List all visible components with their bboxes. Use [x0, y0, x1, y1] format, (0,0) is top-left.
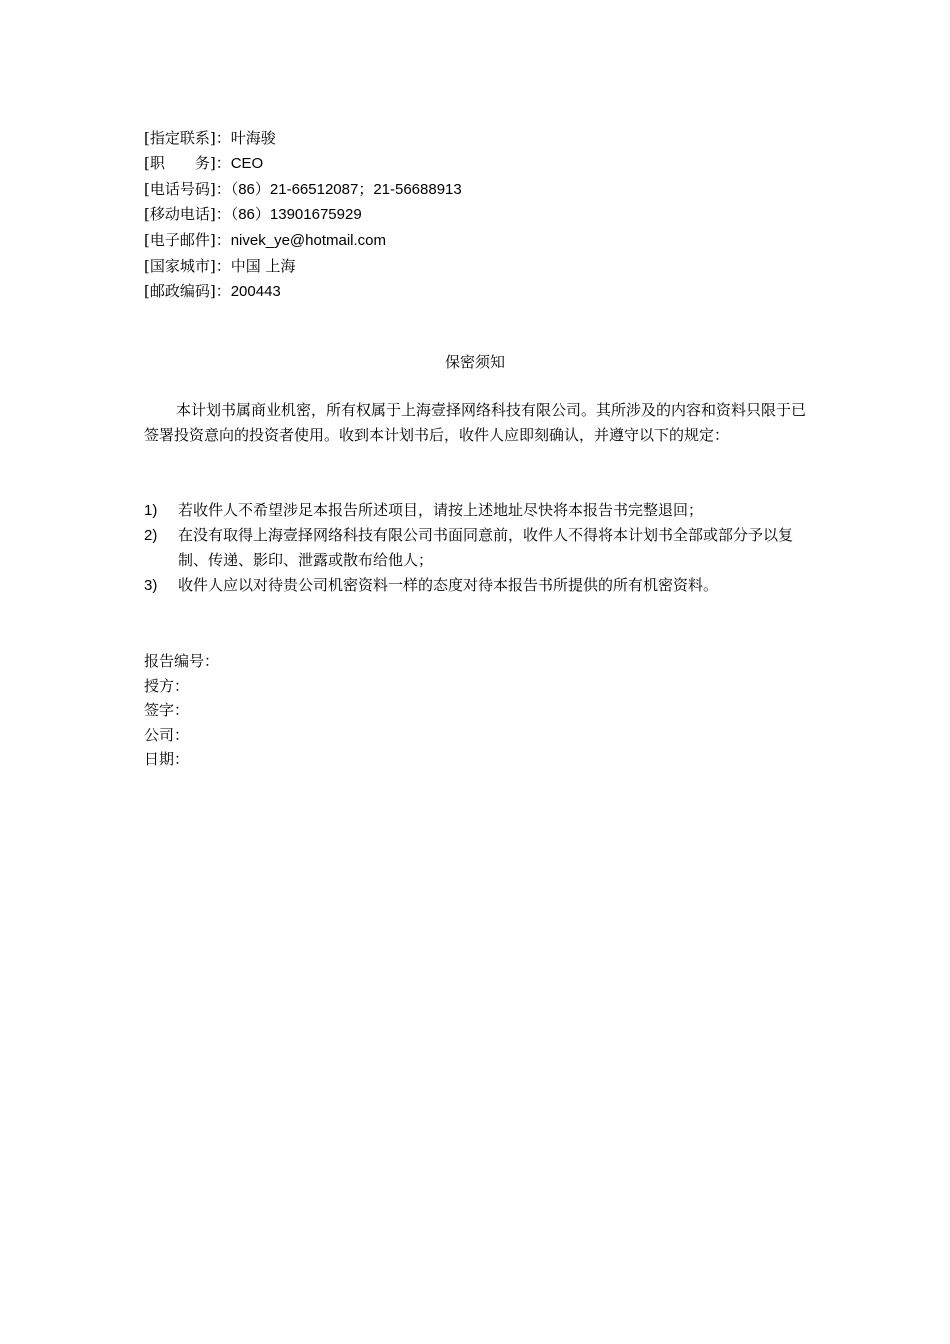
- contact-row-name: [144, 126, 462, 151]
- contact-label: [电话号码]：: [144, 179, 231, 198]
- contact-value: （86）13901675929: [230, 206, 362, 224]
- contact-label: [邮政编码]：: [144, 281, 231, 300]
- contact-label: [职 务]：: [144, 153, 231, 172]
- list-item: [144, 573, 806, 598]
- list-number: 3): [144, 577, 158, 594]
- signature-label: 签字：: [144, 701, 190, 719]
- company-label: 公司：: [144, 725, 190, 744]
- date-label: 日期：: [144, 750, 190, 768]
- contact-value: CEO: [230, 154, 264, 172]
- contact-row-title: [144, 151, 462, 177]
- notice-list: [144, 498, 806, 598]
- contact-label: [电子邮件]：: [144, 231, 231, 250]
- contact-label: [移动电话]：: [144, 205, 231, 224]
- contact-label: [指定联系]：: [144, 129, 231, 147]
- contact-row-mobile: [144, 202, 462, 228]
- list-text: 若收件人不希望涉足本报告所述项目，请按上述地址尽快将本报告书完整退回；: [178, 501, 704, 519]
- notice-paragraph: 本计划书属商业机密，所有权属于上海壹择网络科技有限公司。其所涉及的内容和资料只限于已签署投资意向的投资者使用。收到本计划书后，收件人应即刻确认，并遵守以下的规定：: [144, 401, 807, 444]
- list-number: 1): [144, 502, 158, 519]
- contact-label: [国家城市]：: [144, 256, 231, 275]
- contact-value: 中国 上海: [230, 256, 296, 275]
- notice-title: 保密须知: [444, 353, 505, 371]
- contact-row-postcode: [144, 279, 462, 305]
- report-number-label: 报告编号：: [144, 652, 220, 670]
- list-item: [144, 523, 806, 573]
- list-item: [144, 498, 806, 523]
- contact-block: [144, 126, 462, 305]
- grantee-label: 授方：: [144, 676, 190, 695]
- contact-row-city: [144, 254, 462, 279]
- contact-value: 200443: [230, 282, 281, 300]
- list-text: 收件人应以对待贵公司机密资料一样的态度对待本报告书所提供的所有机密资料。: [178, 576, 719, 594]
- list-text: 在没有取得上海壹择网络科技有限公司书面同意前，收件人不得将本计划书全部或部分予以复制、传递、影印、泄露或散布给他人；: [178, 526, 794, 569]
- contact-value: nivek_ye@hotmail.com: [230, 232, 387, 250]
- contact-row-email: [144, 228, 462, 254]
- signature-block: [144, 649, 219, 772]
- contact-row-phone: [144, 177, 462, 203]
- contact-value: （86）21-66512087；21-56688913: [230, 180, 462, 198]
- list-number: 2): [144, 527, 158, 544]
- contact-value: 叶海骏: [230, 129, 276, 147]
